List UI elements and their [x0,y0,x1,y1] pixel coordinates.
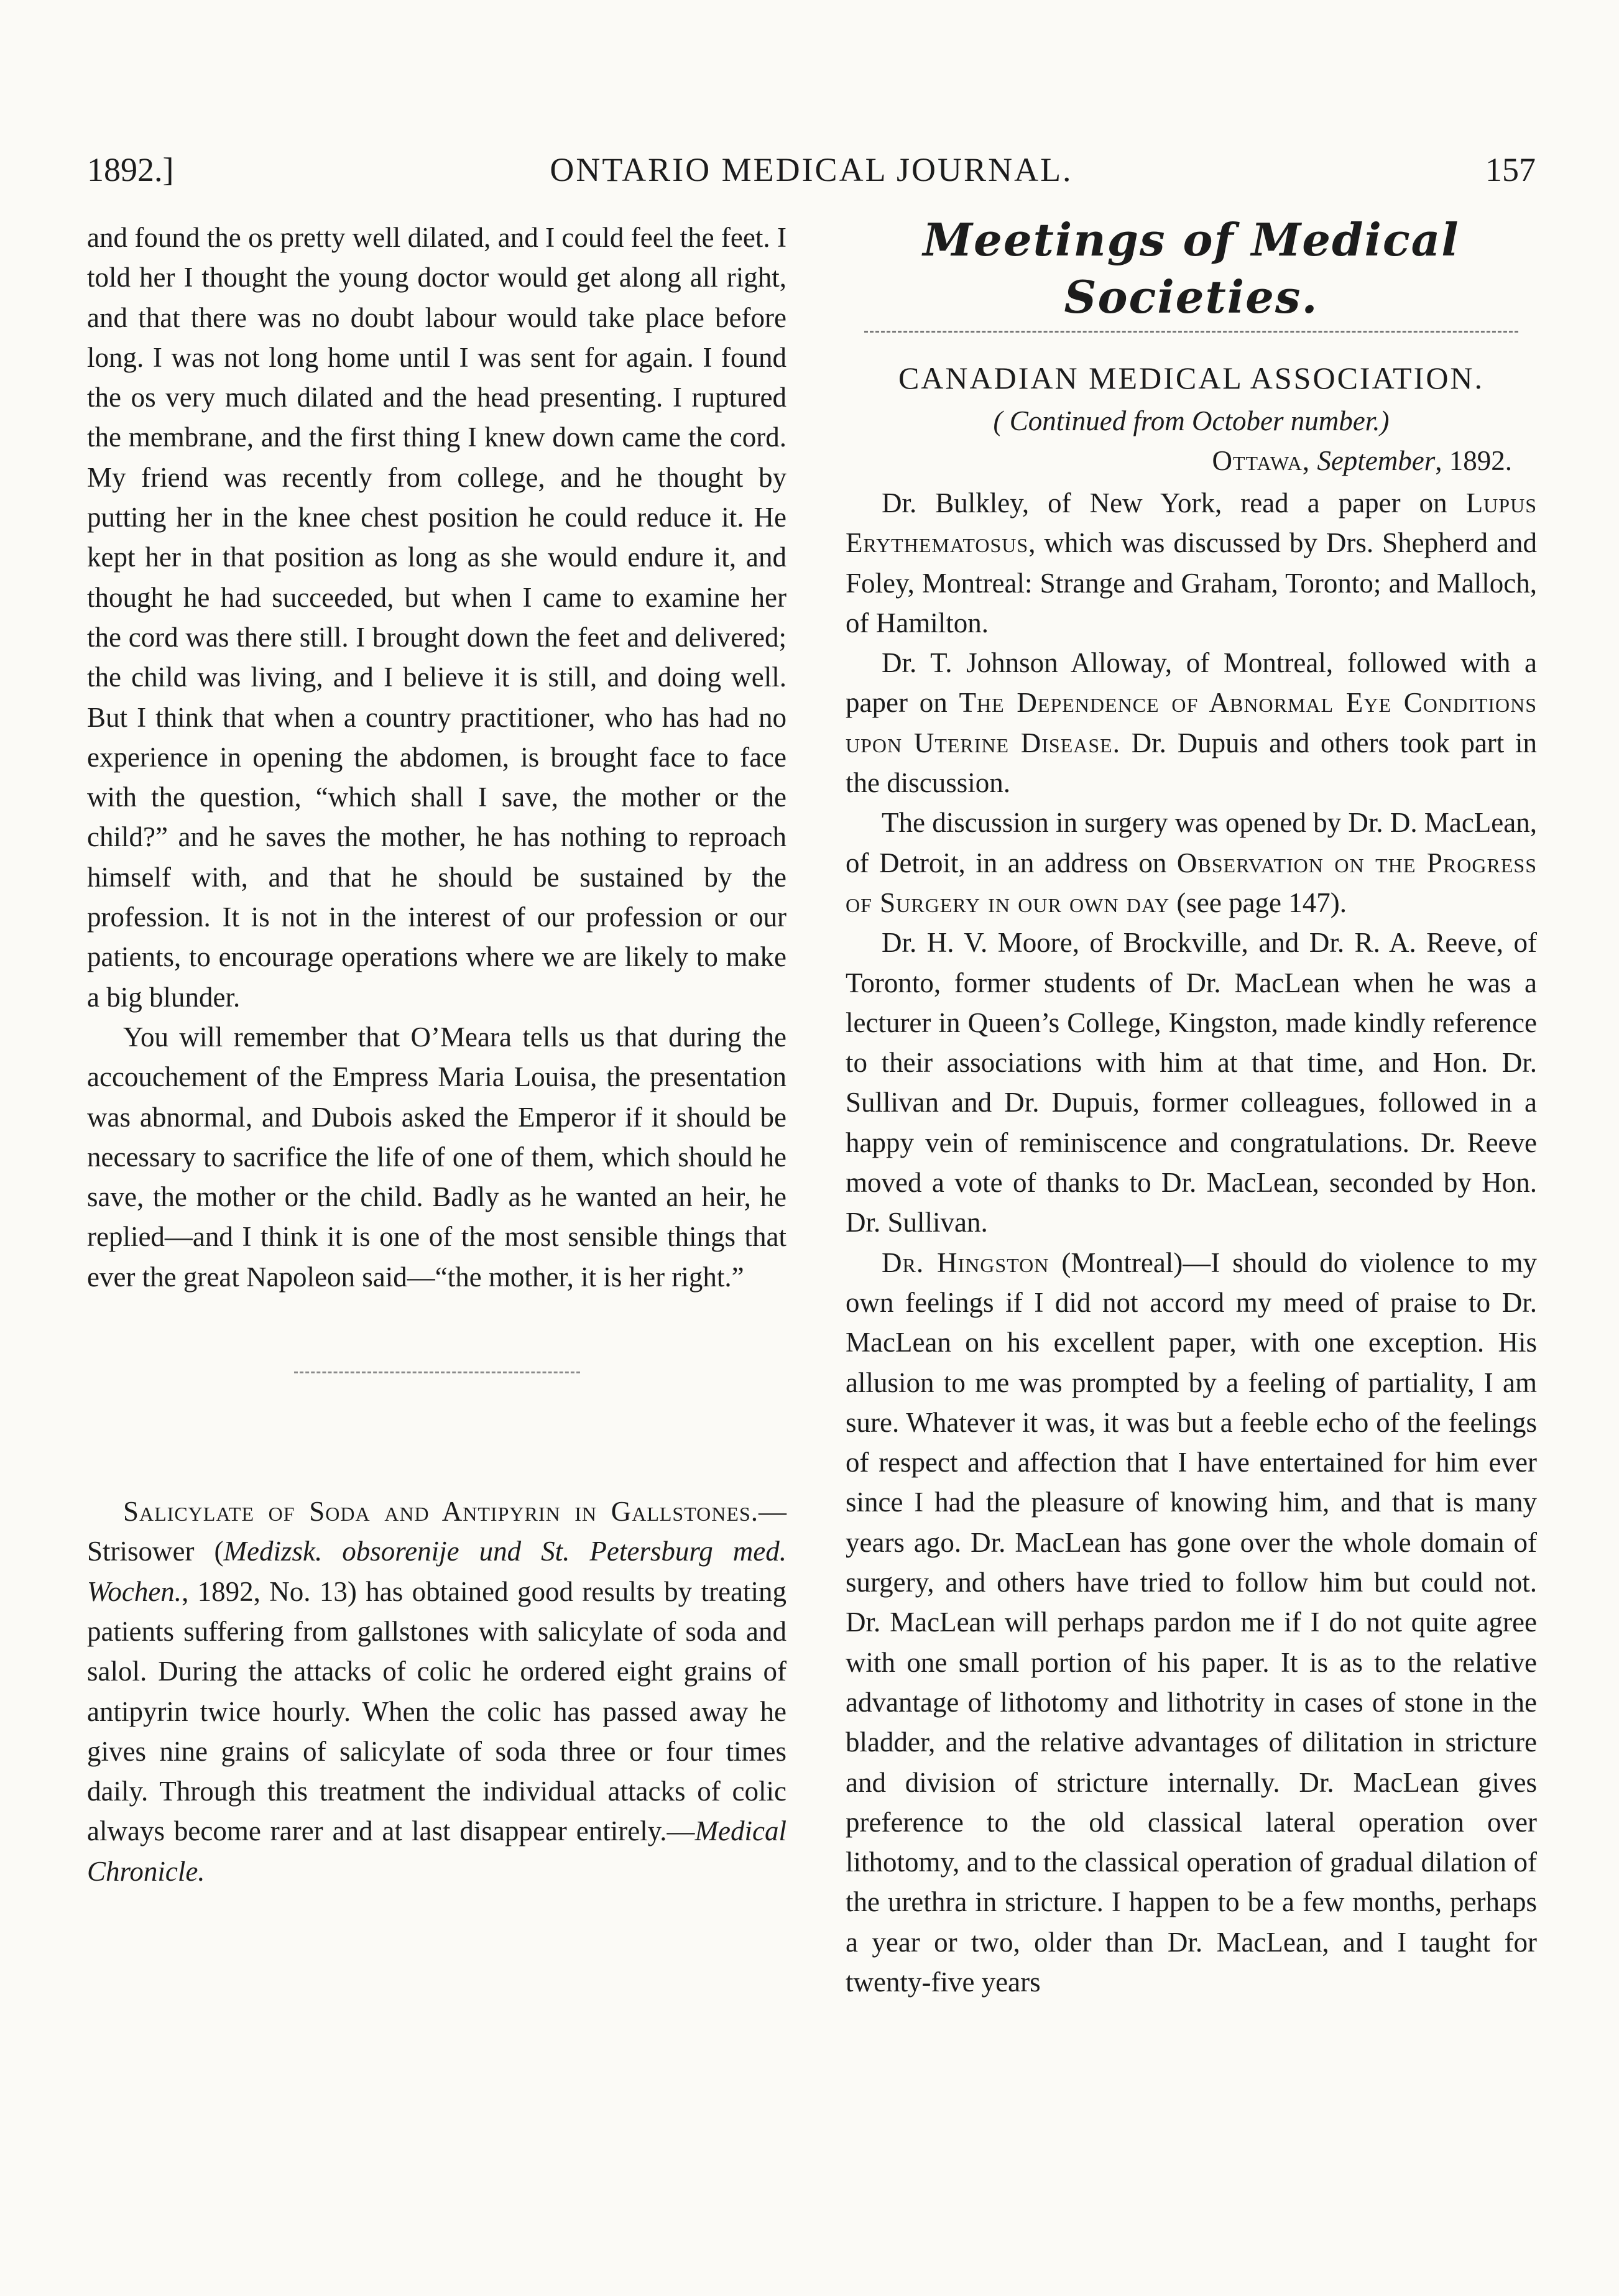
alloway-text-a: Dr. T. Johnson Alloway, of Montreal, followed with a paper on [846,647,1537,719]
paragraph-bulkley [846,483,1537,643]
heading-rule [864,331,1518,333]
dateline-city: Ottawa, [1212,445,1311,476]
gallstones-text-b: , 1892, No. 13) has obtained good results by treating patients suffering from gallstones with salicylate of soda and salol. During the attacks of colic he ordered eight grains of antipyrin twice hourly. When the colic has passed away he gives nine grains of salicylate of soda three or four times daily. Through this treatment the individual attacks of colic always become rarer and at last disappear entirely.— [87,1575,786,1847]
dateline-year: , 1892. [1435,445,1512,476]
maclean-address-title: Observation on the Progress of Surgery in our own day [846,847,1537,918]
association-title: CANADIAN MEDICAL ASSOCIATION. [898,361,1485,395]
alloway-paper-title: The Dependence of Abnormal Eye Conditions upon Uterine Disease. [846,687,1537,758]
hingston-text: (Montreal)—I should do violence to my own feelings if I did not accord my meed of praise to Dr. MacLean on his excellent paper, with one exception. His allusion to me was prompted by a feeling of partiality, I am sure. Whatever it was, it was but a feeble echo of the feelings of respect and affection that I have entertained for him ever since I had the pleasure of knowing him, and that is many years ago. Dr. MacLean has gone over the whole domain of surgery, and others have tried to follow him but could not. Dr. MacLean will perhaps pardon me if I do not quite agree with one small portion of his paper. It is as to the relative advantage of lithotomy and lithotrity in cases of stone in the bladder, and the relative advantages of dilitation in stricture and division of stricture internally. Dr. MacLean gives preference to the old classical lateral operation over lithotomy, and to the classical operation of gradual dilation of the urethra in stricture. I happen to be a few months, perhaps a year or two, older than Dr. MacLean, and I taught for twenty-five years [846,1247,1537,1998]
maclean-text-b: (see page 147). [1169,887,1347,918]
paragraph-continued: and found the os pretty well dilated, and I could feel the feet. I told her I thought the young doctor would get along all right, and that there was no doubt labour would take place before long. I was not long home until I was sent for again. I found the os very much dilated and the head presenting. I ruptured the membrane, and the first thing I knew down came the cord. My friend was recently from college, and he thought by putting her in the knee chest position he could reduce it. He kept her in that position as long as she would endure it, and thought he had succeeded, but when I came to examine her the cord was there still. I brought down the feet and delivered; the child was living, and I believe it is still, and doing well. But I think that when a country practitioner, who has had no experience in opening the abdomen, is brought face to face with the question, “which shall I save, the mother or the child?” and he saves the mother, he has nothing to reproach himself with, and that he should be sustained by the profession. It is not in the interest of our profession or our patients, to encourage operations where we are likely to make a big blunder. [87,222,786,1013]
gallstones-source: Medical Chronicle. [87,1815,786,1887]
journal-title: ONTARIO MEDICAL JOURNAL. [550,151,1073,188]
bulkley-paper-title: Lupus Erythematosus [846,487,1537,559]
paragraph-napoleon: You will remember that O’Meara tells us that during the accouchement of the Empress Maria Louisa, the presentation was abnormal, and Dubois asked the Emperor if it should be necessary to sacrifice the life of one of them, which should he save, the mother or the child. Badly as he wanted an heir, he replied—and I think it is one of the most sensible things that ever the great Napoleon said—“the mother, it is her right.” [87,1021,786,1293]
article-separator [294,1372,580,1375]
running-head [87,148,1536,198]
section-heading: Meetings of Medical Societies. [923,213,1460,323]
dateline-month: September [1317,445,1436,476]
paragraph-hingston [846,1243,1537,2003]
paragraph-moore-reeve: Dr. H. V. Moore, of Brockville, and Dr. R. A. Reeve, of Toronto, former students of Dr. MacLean when he was a lecturer in Queen’s College, Kingston, made kindly reference to their associations with him at that time, and Hon. Dr. Sullivan and Dr. Dupuis, former colleagues, followed in a happy vein of reminiscence and congratulations. Dr. Reeve moved a vote of thanks to Dr. MacLean, seconded by Hon. Dr. Sullivan. [846,927,1537,1238]
gallstones-citation: Medizsk. obsorenije und St. Petersburg med. Wochen. [87,1536,786,1607]
page-number: 157 [1485,151,1536,188]
paragraph-maclean [846,803,1537,923]
maclean-text-a: The discussion in surgery was opened by Dr. D. MacLean, of Detroit, in an address on [846,807,1537,878]
bulkley-text-b: , which was discussed by Drs. Shepherd and Foley, Montreal: Strange and Graham, Toronto; and Malloch, of Hamilton. [846,527,1537,639]
gallstones-text-a: —Strisower ( [87,1496,786,1567]
alloway-text-b: Dr. Dupuis and others took part in the discussion. [846,727,1537,799]
dateline [846,441,1512,481]
right-column [846,213,1537,2002]
paragraph-alloway [846,643,1537,803]
header-year: 1892.] [87,151,174,188]
left-column [87,218,786,1891]
paragraph-gallstones [87,1491,786,1891]
gallstones-title: Salicylate of Soda and Antipyrin in Gallstones. [123,1496,759,1528]
hingston-name: Dr. Hingston [882,1247,1049,1278]
continued-note: ( Continued from October number.) [993,405,1390,436]
bulkley-text-a: Dr. Bulkley, of New York, read a paper on [882,487,1466,519]
